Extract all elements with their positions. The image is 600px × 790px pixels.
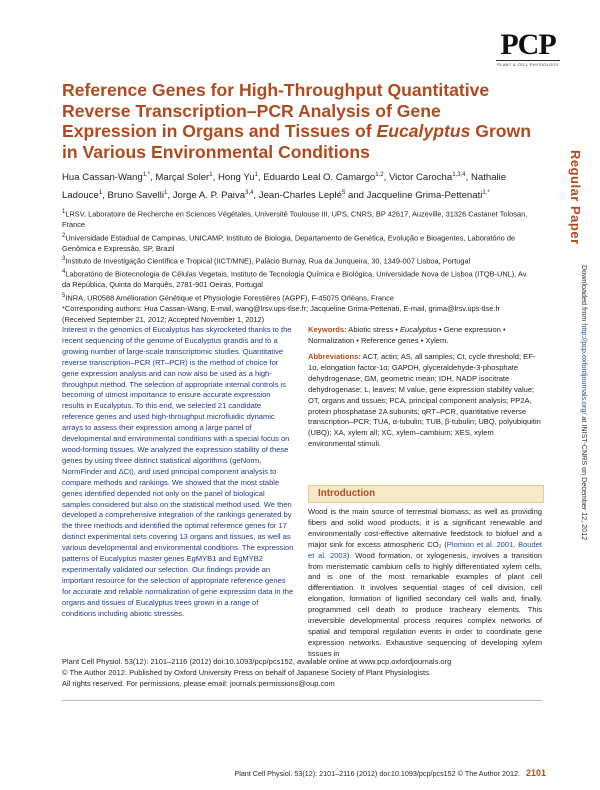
author-affiliation-mark: 1,*	[142, 172, 151, 178]
logo-text: PCP	[500, 28, 556, 61]
affiliation-text: Laboratório de Biotecnologia de Células Vegetais, Instituto de Tecnologia Química e Biológica, Universidade Nova de Lisboa (ITQB-UNL), Av. da República, Quinta do Marquês, 2781-901 Oeiras, Portugal	[62, 269, 528, 290]
abbreviations	[308, 352, 542, 450]
title-part-1: Reference Genes for High-Throughput Quantitative Reverse Transcription–PCR Analysis of Gene Expression in Organs and Tissues of	[62, 80, 490, 141]
download-url-link[interactable]: http://pcp.oxfordjournals.org/	[580, 323, 589, 415]
affiliation-list	[62, 207, 532, 304]
journal-info	[62, 656, 462, 689]
title-part-2: Grown in Various Environmental Conditions	[62, 121, 531, 162]
author-affiliation-mark: 1	[164, 189, 168, 196]
affiliation-text: Instituto de Investigação Científica e Tropical (IICT/MNE), Palácio Burnay, Rua da Junqueira, 30, 1349-007 Lisboa, Portugal	[65, 256, 471, 266]
page-footer	[210, 768, 546, 778]
logo-subtitle: PLANT & CELL PHYSIOLOGY	[497, 62, 559, 67]
keyword: Eucalyptus	[400, 325, 437, 334]
download-note	[580, 265, 589, 540]
footer-citation: Plant Cell Physiol. 53(12): 2101–2116 (2012) doi:10.1093/pcp/pcs152 © The Author 2012.	[234, 769, 520, 778]
author-name: Bruno Savelli	[107, 189, 165, 201]
journal-info-line: Plant Cell Physiol. 53(12): 2101–2116 (2012) doi:10.1093/pcp/pcs152, available online at www.pcp.oxfordjournals.org	[62, 657, 452, 666]
keyword: Xylem.	[425, 335, 449, 345]
keyword-bullet: •	[500, 325, 506, 334]
author-affiliation-mark: 1,*	[482, 189, 490, 196]
author-name: Victor Carocha	[388, 172, 453, 184]
author-list: Hua Cassan-Wang$^{1,*}$, Marçal Soler$^1$, Hong Yu$^1$, Eduardo Leal O. Camargo$^{1,2}$, Victor Carocha$^{1,3,4}$, Nathalie Ladouce$^1$, Bruno Savelli$^1$, Jorge A. P. Paiva$^{3,4}$, Jean-Charles Leplé$^5$ and Jacqueline Grima-Pettenati$^{1,*}$	[62, 172, 507, 201]
download-note-pre: Downloaded from	[580, 265, 589, 324]
author-affiliation-mark: 1	[209, 172, 213, 178]
author-affiliation-mark: 1,3,4	[452, 172, 466, 178]
author-name: Nathalie Ladouce	[62, 172, 507, 201]
keywords-label: Keywords:	[308, 325, 347, 334]
affiliation-item	[62, 254, 532, 267]
received-dates: (Received September 21, 2012; Accepted November 1, 2012)	[62, 314, 265, 324]
author-affiliation-mark: 5	[341, 189, 346, 196]
download-note-post: at INIST-CNRS on December 12, 2012	[580, 414, 589, 541]
affiliation-item	[62, 207, 532, 231]
author-name: Hong Yu	[217, 172, 255, 184]
keyword-bullet: •	[393, 325, 401, 334]
intro-part-1: Wood is the main source of terrestrial biomass; as well as providing fibers and solid wood products, it is a significant renewable and environmentally cost-effective alternative feedstock to biofuel and a major sink for excess atmospheric CO₂ (	[308, 507, 542, 549]
author-name: Jorge A. P. Paiva	[172, 189, 246, 201]
intro-citation-link[interactable]: Plomion et al. 2001, Boudet et al. 2003	[308, 539, 542, 560]
author-affiliation-mark: 1,2	[375, 172, 384, 178]
author-affiliation-mark: 3,4	[245, 189, 254, 196]
introduction-heading: Introduction	[318, 488, 376, 499]
author-affiliation-mark: 1	[98, 189, 103, 196]
keyword-bullet: •	[354, 335, 361, 345]
abbreviations-label: Abbreviations:	[308, 352, 361, 361]
affiliation-number: 5	[62, 293, 66, 300]
keyword-bullet: •	[436, 325, 444, 334]
affiliation-item	[62, 291, 532, 304]
abstract: Interest in the genomics of Eucalyptus has skyrocketed thanks to the recent sequencing of the genome of Eucalyptus grandis and to a growing number of large-scale transcriptomic studies. Quantitative reverse transcription–PCR (RT–PCR) is the method of choice for gene expression analysis and can now also be used as a high-throughput method. The selection of appropriate internal controls is becoming of utmost importance to ensure accurate expression results in Eucalyptus. To this end, we selected 21 candidate reference genes and used high-throughput microfluidic dynamic arrays to assess their expression among a large panel of developmental and environmental conditions with a special focus on wood-forming tissues. We analyzed the expression stability of these genes by using three distinct statistical algorithms (geNorm, NormFinder and ΔCt), and used principal component analysis to compare methods and rankings. We showed that the most stable genes identified depended not only on the panel of biological samples considered but also on the statistical method used. We then developed a comprehensive integration of the rankings generated by the three methods and identified the optimal reference genes for 17 distinct experimental sets covering 13 organs and tissues, as well as various developmental and environmental conditions. The expression patterns of Eucalyptus master genes EgMYB1 and EgMYB2 experimentally validated our selection. Our findings provide an important resource for the selection of appropriate reference genes for accurate and reliable normalization of gene expression data in the organs and tissues of Eucalyptus trees grown in a range of conditions including abiotic stresses.	[62, 325, 294, 618]
affiliation-number: 1	[62, 209, 66, 215]
affiliation-number: 3	[62, 256, 66, 263]
introduction-text	[308, 507, 542, 660]
affiliation-item	[62, 231, 532, 255]
journal-logo	[496, 30, 560, 67]
author-affiliation-mark: 1	[254, 172, 258, 178]
keyword: Normalization	[308, 335, 355, 345]
article-title	[62, 80, 532, 162]
introduction-heading-box	[308, 485, 544, 503]
author-name: Jacqueline Grima-Pettenati	[366, 189, 483, 201]
affiliation-text: LRSV, Laboratoire de Recherche en Sciences Végétales, Université Toulouse III, UPS, CNRS, BP 42617, Auzeville, 31326 Castanet Tolosan, France	[62, 209, 528, 230]
author-name: Marçal Soler	[155, 172, 210, 184]
keyword: Reference genes	[360, 335, 419, 345]
author-name: Hua Cassan-Wang	[62, 172, 143, 184]
journal-info-line: © The Author 2012. Published by Oxford University Press on behalf of Japanese Society of Plant Physiologists.	[62, 668, 431, 677]
title-italic: Eucalyptus	[376, 121, 471, 141]
author-name: Eduardo Leal O. Camargo	[263, 172, 376, 184]
keyword: Gene expression	[443, 325, 501, 334]
affiliation-number: 2	[62, 232, 66, 239]
affiliations	[62, 207, 532, 325]
abbreviations-text: ACT, actin; AS, all samples; Ct, cycle threshold; EF-1α, elongation factor-1α; GAPDH, glyceraldehyde-3-phosphate dehydrogenase; GM, geometric mean; IDH, NADP isocitrate dehydrogenase; L, leaves; M value, gene expression stability value; OT, organs and tissues; PCA, principal component analysis; PP2A, protein phosphatase 2A subunits; qRT–PCR, quantitative reverse transcription–PCR; TUA, α-tubulin; TUB, β-tubulin; UBQ, polyubiquitin (UBQ); XA, xylem all; XC, xylem–cambium; XES, xylem environmental stimuli.	[308, 352, 541, 449]
corresponding-authors: *Corresponding authors: Hua Cassan-Wang, E-mail, wang@lrsv.ups-tlse.fr; Jacqueline Grima-Pettenati, E-mail, grima@lrsv.ups-tlse.fr	[62, 304, 500, 314]
footer-divider	[62, 700, 542, 701]
intro-part-2: ). Wood formation, or xylogenesis, involves a transition from meristematic cambium cells to highly differentiated xylem cells, and is one of the most remarkable examples of plant cell differentiation. It involves sequential stages of cell division, cell elongation, formation of lignified secondary cell walls and, finally, programmed cell death to produce tracheary elements. This irreversible developmental process requires complex networks of spatial and temporal regulation events in order to coordinate gene expression networks. Exhaustive sequencing of developing xylem tissues in	[308, 550, 543, 658]
affiliation-text: Universidade Estadual de Campinas, UNICAMP, Instituto de Biologia, Departamento de Genética, Evolução e Bioagentes, Laboratório de Genômica e Expressão, SP, Brazil	[62, 233, 516, 253]
affiliation-text: INRA, UR0588 Amélioration Génétique et Physiologie Forestières (AGPF), F-45075 Orléans, France	[65, 293, 394, 303]
page-number: 2101	[525, 768, 546, 778]
keyword: Abiotic stress	[348, 325, 394, 334]
keyword-bullet: •	[418, 335, 426, 345]
journal-info-line: All rights reserved. For permissions, please email: journals.permissions@oup.com	[62, 679, 335, 688]
keywords	[308, 325, 542, 347]
author-name: Jean-Charles Leplé	[258, 189, 342, 201]
affiliation-number: 4	[62, 269, 66, 276]
affiliation-item	[62, 267, 532, 291]
section-tag: Regular Paper	[568, 150, 583, 245]
